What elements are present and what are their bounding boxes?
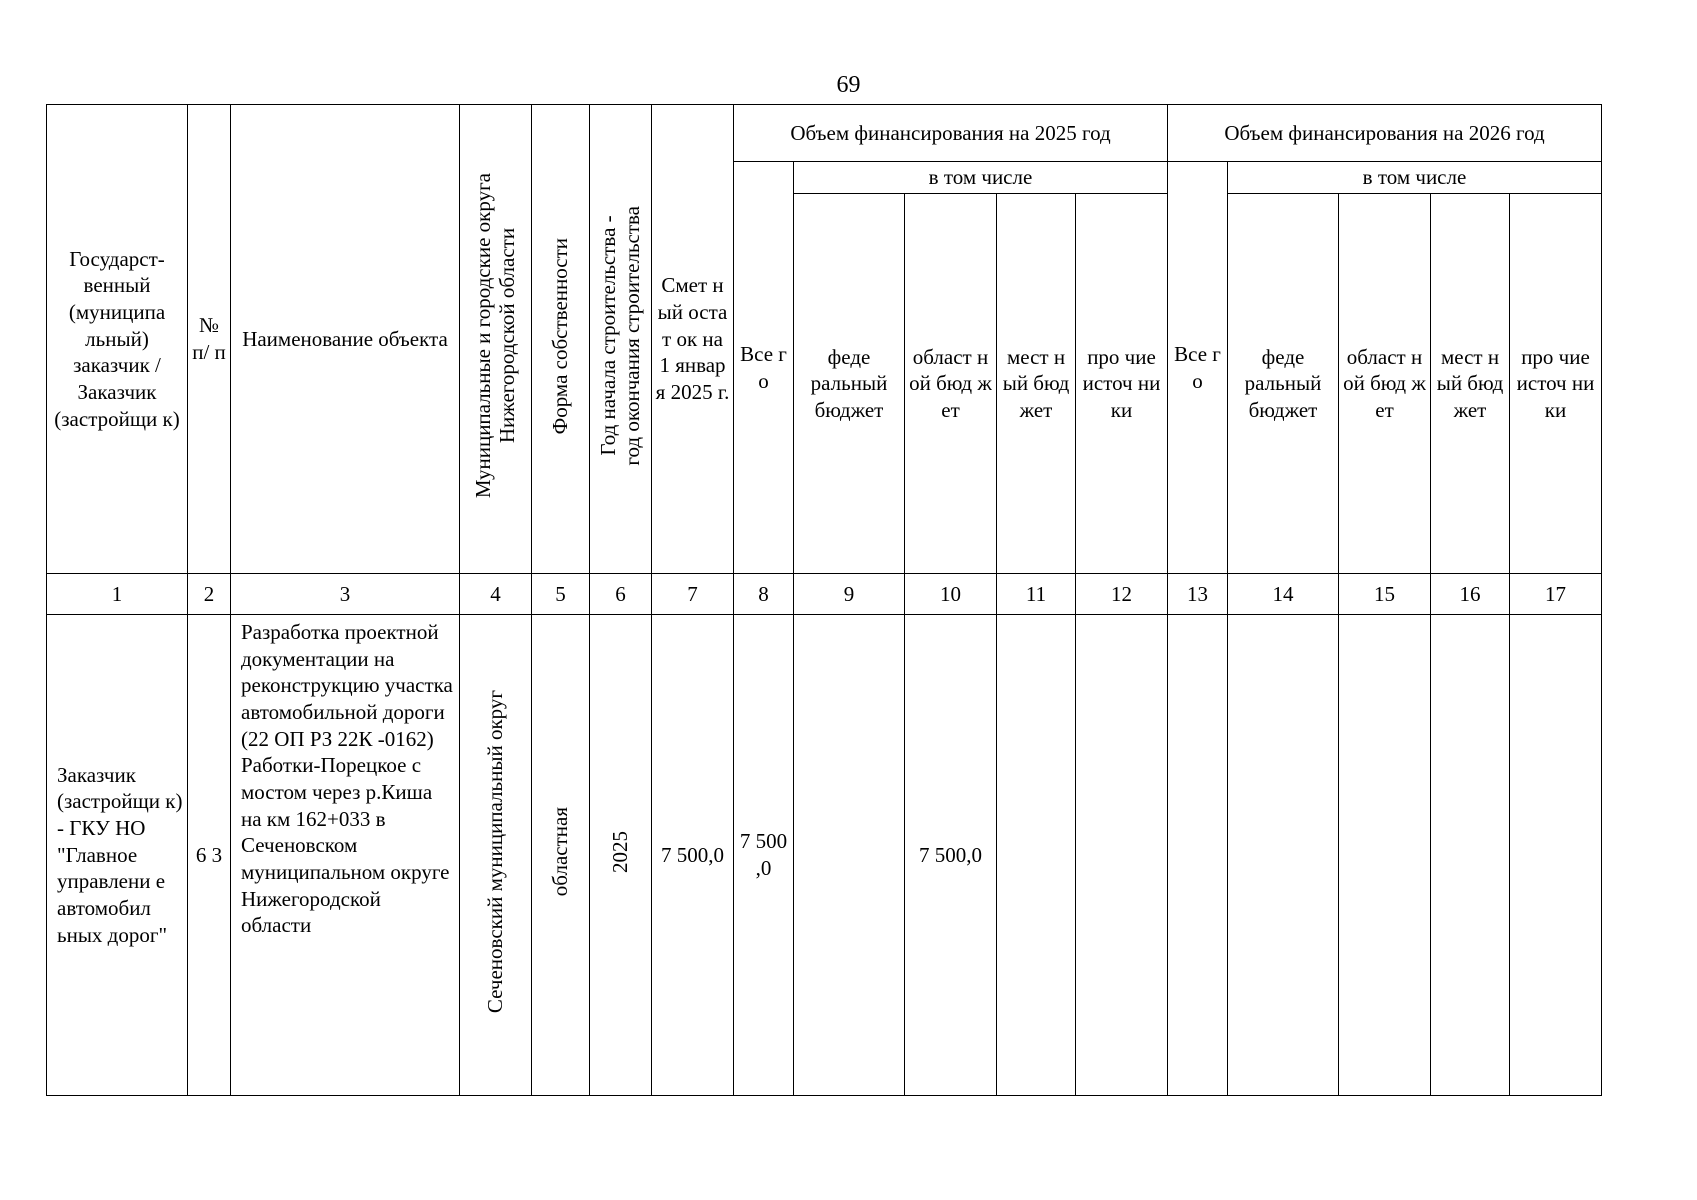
cell-regional-2025: 7 500,0 bbox=[905, 615, 997, 1096]
cell-remaining: 7 500,0 bbox=[652, 615, 734, 1096]
cell-object-name: Разработка проектной документации на реконструкцию участка автомобильной дороги (22 ОП РЗ 22К -0162) Работки-Порецкое с мостом через р.Киша на км 162+033 в Сеченовском муниципальном округе Нижегородской области bbox=[231, 615, 460, 1096]
header-district-line2: Нижегородской области bbox=[495, 228, 520, 444]
header-years-line2: год окончания строительства bbox=[620, 205, 645, 466]
column-number: 15 bbox=[1339, 574, 1431, 615]
column-number: 12 bbox=[1076, 574, 1168, 615]
header-local-2025: мест ный бюд жет bbox=[997, 194, 1076, 574]
header-district-line1: Муниципальные и городские округа bbox=[471, 173, 496, 499]
column-number: 1 bbox=[47, 574, 188, 615]
header-total-2026: Все го bbox=[1168, 162, 1228, 574]
header-other-2025: про чие источ ники bbox=[1076, 194, 1168, 574]
financing-table bbox=[46, 104, 1602, 1096]
cell-total-2025: 7 500 ,0 bbox=[734, 615, 794, 1096]
header-including-2026: в том числе bbox=[1228, 162, 1602, 194]
cell-district-text: Сеченовский муниципальный округ bbox=[483, 690, 508, 1014]
column-number: 5 bbox=[532, 574, 590, 615]
column-number: 8 bbox=[734, 574, 794, 615]
header-ownership bbox=[532, 105, 590, 574]
cell-customer: Заказчик (застройщи к) - ГКУ НО "Главное управлени е автомобил ьных дорог" bbox=[47, 615, 188, 1096]
cell-number: 6 3 bbox=[188, 615, 231, 1096]
cell-other-2025 bbox=[1076, 615, 1168, 1096]
cell-other-2026 bbox=[1510, 615, 1602, 1096]
cell-federal-2026 bbox=[1228, 615, 1339, 1096]
header-customer: Государст-венный (муниципа льный) заказчик / Заказчик (застройщи к) bbox=[47, 105, 188, 574]
column-number: 14 bbox=[1228, 574, 1339, 615]
header-regional-2025: област ной бюд жет bbox=[905, 194, 997, 574]
header-total-2025: Все го bbox=[734, 162, 794, 574]
header-district bbox=[460, 105, 532, 574]
header-other-2026: про чие источ ники bbox=[1510, 194, 1602, 574]
cell-years bbox=[590, 615, 652, 1096]
table-row bbox=[47, 615, 1602, 1096]
header-regional-2026: област ной бюд жет bbox=[1339, 194, 1431, 574]
cell-ownership-text: областная bbox=[548, 807, 573, 897]
cell-local-2026 bbox=[1431, 615, 1510, 1096]
column-number: 11 bbox=[997, 574, 1076, 615]
cell-district bbox=[460, 615, 532, 1096]
header-group-2025: Объем финансирования на 2025 год bbox=[734, 105, 1168, 162]
column-number: 6 bbox=[590, 574, 652, 615]
header-group-2026: Объем финансирования на 2026 год bbox=[1168, 105, 1602, 162]
header-years-line1: Год начала строительства - bbox=[596, 215, 621, 456]
column-number: 2 bbox=[188, 574, 231, 615]
header-including-2025: в том числе bbox=[794, 162, 1168, 194]
cell-federal-2025 bbox=[794, 615, 905, 1096]
column-number: 13 bbox=[1168, 574, 1228, 615]
column-number: 16 bbox=[1431, 574, 1510, 615]
column-number: 3 bbox=[231, 574, 460, 615]
header-remaining: Смет ный остат ок на 1 январ я 2025 г. bbox=[652, 105, 734, 574]
column-number: 7 bbox=[652, 574, 734, 615]
header-local-2026: мест ный бюд жет bbox=[1431, 194, 1510, 574]
header-federal-2025: феде ральный бюджет bbox=[794, 194, 905, 574]
header-number: № п/ п bbox=[188, 105, 231, 574]
header-object-name: Наименование объекта bbox=[231, 105, 460, 574]
header-federal-2026: феде ральный бюджет bbox=[1228, 194, 1339, 574]
column-number: 17 bbox=[1510, 574, 1602, 615]
cell-total-2026 bbox=[1168, 615, 1228, 1096]
column-number: 10 bbox=[905, 574, 997, 615]
column-number: 4 bbox=[460, 574, 532, 615]
cell-local-2025 bbox=[997, 615, 1076, 1096]
cell-regional-2026 bbox=[1339, 615, 1431, 1096]
header-years bbox=[590, 105, 652, 574]
column-number: 9 bbox=[794, 574, 905, 615]
cell-years-text: 2025 bbox=[608, 830, 633, 873]
cell-ownership bbox=[532, 615, 590, 1096]
header-ownership-text: Форма собственности bbox=[548, 237, 573, 434]
page-number: 69 bbox=[836, 72, 861, 98]
